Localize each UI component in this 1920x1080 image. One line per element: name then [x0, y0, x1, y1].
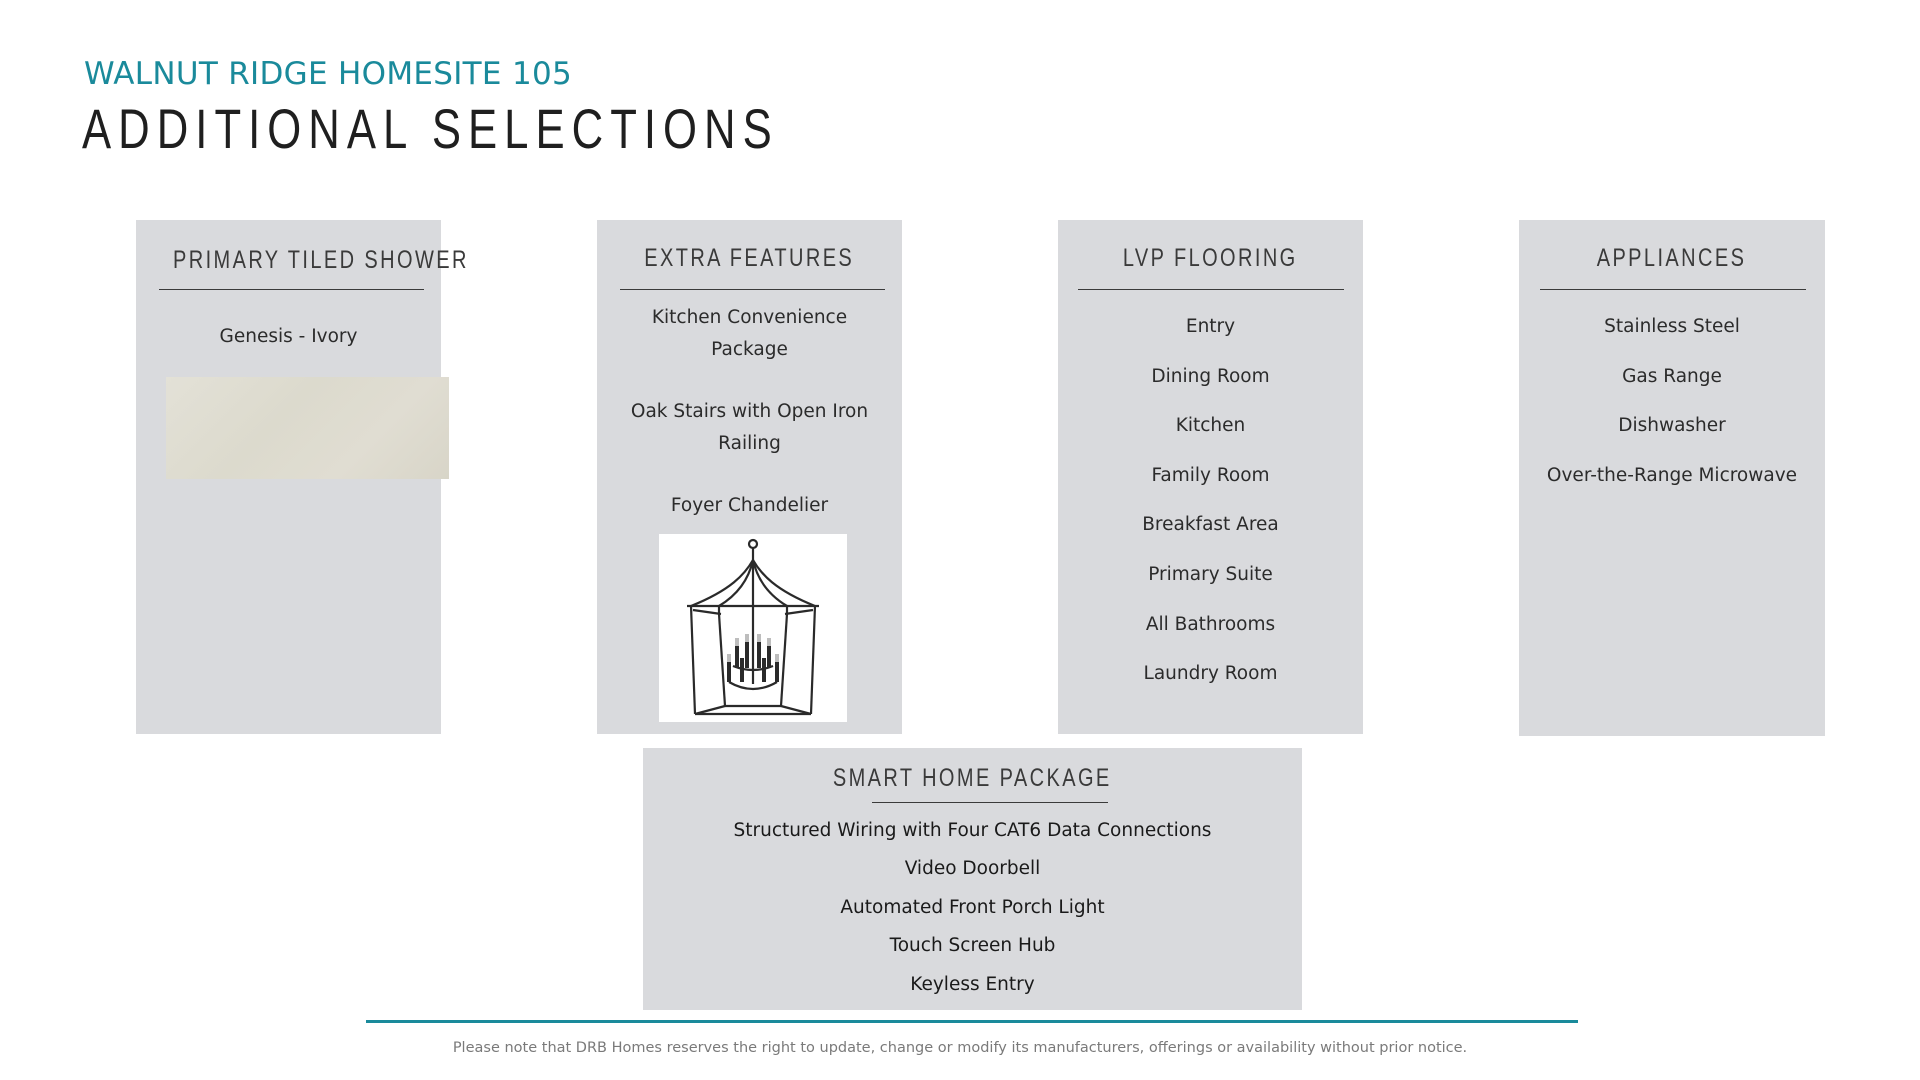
card-item-list [136, 326, 441, 347]
chandelier-image [659, 534, 847, 722]
card-item-list [597, 302, 902, 522]
primary-tiled-shower-card [136, 220, 469, 734]
page-title: ADDITIONAL SELECTIONS [82, 97, 779, 160]
extra-features-card [597, 220, 902, 734]
list-item: Touch Screen Hub [889, 935, 1056, 957]
card-divider [872, 802, 1108, 803]
chandelier-icon [659, 534, 847, 722]
page-subtitle: WALNUT RIDGE HOMESITE 105 [84, 56, 573, 92]
list-item: Kitchen Convenience Package [651, 307, 848, 360]
card-title: PRIMARY TILED SHOWER [172, 246, 469, 274]
list-item: Dining Room [1151, 365, 1270, 387]
list-item: Foyer Chandelier [670, 495, 829, 516]
card-title: APPLIANCES [1597, 244, 1747, 272]
card-divider [1540, 289, 1806, 290]
card-title: LVP FLOORING [1123, 244, 1298, 272]
list-item: Structured Wiring with Four CAT6 Data Connections [733, 820, 1212, 841]
card-divider [620, 289, 885, 290]
list-item: All Bathrooms [1145, 613, 1276, 635]
card-title: EXTRA FEATURES [644, 244, 855, 272]
card-title: SMART HOME PACKAGE [833, 764, 1112, 792]
lvp-flooring-card [1058, 220, 1363, 734]
list-item: Genesis - Ivory [219, 326, 358, 347]
list-item: Laundry Room [1143, 663, 1278, 685]
list-item: Entry [1185, 316, 1236, 337]
footer-disclaimer: Please note that DRB Homes reserves the right to update, change or modify its manufacturers, offerings or availability without prior notice. [452, 1040, 1468, 1056]
card-item-list [1519, 302, 1825, 500]
appliances-card [1519, 220, 1825, 736]
list-item: Keyless Entry [910, 973, 1035, 995]
card-item-list [643, 812, 1302, 1004]
tile-swatch-image [166, 377, 449, 479]
list-item: Over-the-Range Microwave [1546, 464, 1798, 486]
footer-divider [366, 1020, 1578, 1023]
card-item-list [1058, 302, 1363, 699]
card-divider [1078, 289, 1344, 290]
list-item: Breakfast Area [1142, 514, 1279, 536]
card-divider [159, 289, 424, 290]
list-item: Stainless Steel [1604, 316, 1740, 337]
list-item: Dishwasher [1618, 415, 1726, 437]
list-item: Family Room [1151, 464, 1270, 486]
list-item: Oak Stairs with Open Iron Railing [630, 401, 869, 454]
list-item: Video Doorbell [904, 858, 1041, 880]
list-item: Kitchen [1175, 415, 1246, 437]
list-item: Primary Suite [1148, 563, 1273, 585]
smart-home-package-card [643, 748, 1302, 1010]
list-item: Gas Range [1622, 365, 1722, 387]
list-item: Automated Front Porch Light [840, 896, 1105, 918]
